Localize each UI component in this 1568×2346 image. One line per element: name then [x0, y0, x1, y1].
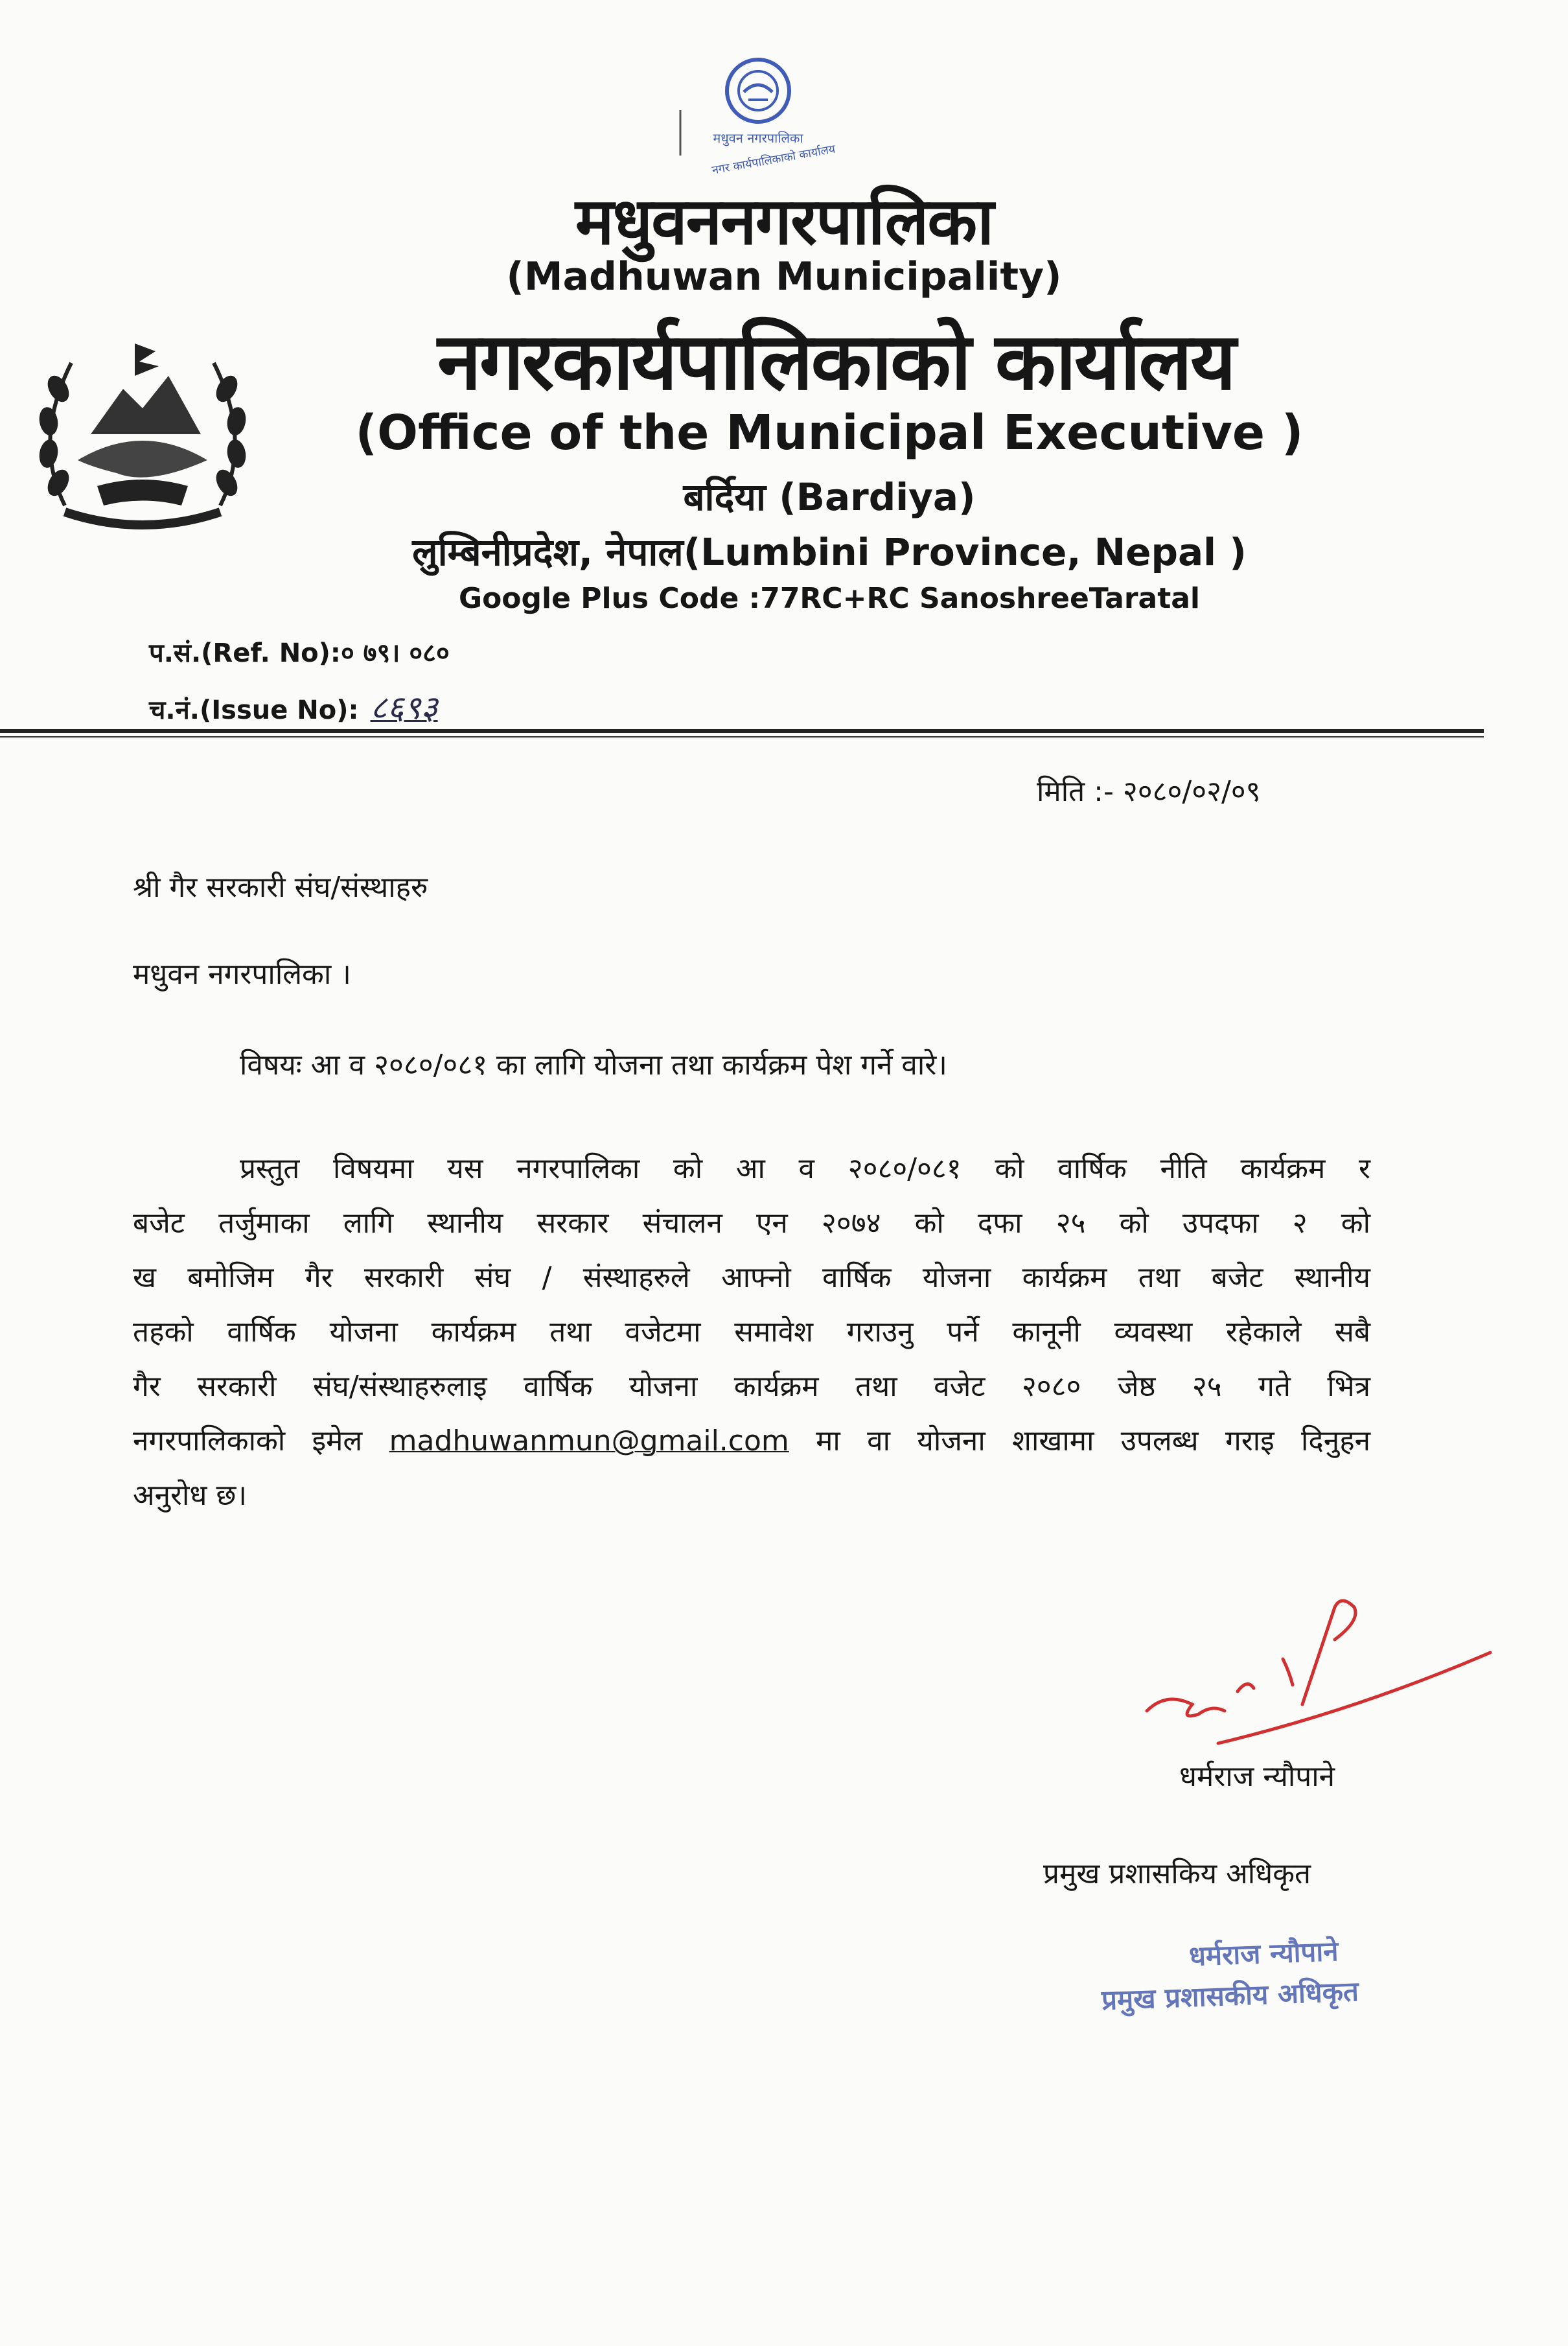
issue-label: च.नं.(Issue No):: [149, 695, 359, 725]
header-divider: [0, 729, 1484, 733]
stamp-signatory-title: प्रमुख प्रशासकीय अधिकृत: [1101, 1975, 1359, 2016]
office-name-en: (Office of the Municipal Executive ): [355, 405, 1304, 461]
letter-date: मिति :- २०८०/०२/०९: [1037, 775, 1261, 808]
addressee-line-2: मधुवन नगरपालिका ।: [133, 958, 351, 991]
reference-number: [149, 634, 450, 669]
district-name: बर्दिया (Bardiya): [683, 475, 976, 519]
body-line-6: [133, 1414, 1370, 1469]
stamp-signatory-name: धर्मराज न्यौपाने: [1188, 1934, 1339, 1973]
stamp-line-1: मधुवन नगरपालिका: [713, 130, 803, 146]
header-divider-thin: [0, 736, 1484, 737]
body-line-6-pre: नगरपालिकाको इमेल: [133, 1424, 363, 1458]
body-line-6-post: मा वा योजना शाखामा उपलब्ध गराइ दिनुहन: [816, 1424, 1370, 1458]
body-line-3: ख बमोजिम गैर सरकारी संघ / संस्थाहरुले आफ्नो वार्षिक योजना कार्यक्रम तथा बजेट स्थानीय: [133, 1261, 1370, 1294]
reference-label: प.सं.(Ref. No):: [149, 638, 341, 668]
signatory-name: धर्मराज न्यौपाने: [1179, 1760, 1335, 1793]
municipality-name-en: (Madhuwan Municipality): [506, 254, 1062, 299]
plus-code: Google Plus Code :77RC+RC SanoshreeTaratal: [458, 582, 1201, 615]
issue-number: [149, 684, 438, 728]
stamp-line-2: नगर कार्यपालिकाको कार्यालय: [711, 142, 836, 178]
handwritten-signature: [1127, 1581, 1516, 1750]
reference-value: ० ७९। ०८०: [340, 638, 450, 668]
letter-subject: विषयः आ व २०८०/०८१ का लागि योजना तथा कार्यक्रम पेश गर्ने वारे।: [240, 1049, 947, 1082]
letter-body: [133, 1142, 1370, 1523]
addressee-line-1: श्री गैर सरकारी संघ/संस्थाहरु: [133, 871, 428, 904]
body-line-1: प्रस्तुत विषयमा यस नगरपालिका को आ व २०८०/०८१ को वार्षिक नीति कार्यक्रम र: [240, 1152, 1370, 1185]
issue-value: ८६९३: [370, 689, 438, 726]
body-line-2: बजेट तर्जुमाका लागि स्थानीय सरकार संचालन एन २०७४ को दफा २५ को उपदफा २ को: [133, 1207, 1370, 1240]
office-name-np: नगरकार्यपालिकाको कार्यालय: [437, 316, 1234, 408]
body-line-5: गैर सरकारी संघ/संस्थाहरुलाइ वार्षिक योजना कार्यक्रम तथा वजेट २०८० जेष्ठ २५ गते भित्र: [133, 1370, 1370, 1403]
body-line-4: तहको वार्षिक योजना कार्यक्रम तथा वजेटमा समावेश गराउनु पर्ने कानूनी व्यवस्था रहेकाले सबै: [133, 1316, 1370, 1349]
signatory-title: प्रमुख प्रशासकिय अधिकृत: [1043, 1857, 1311, 1890]
municipality-name-np: मधुवननगरपालिका: [575, 183, 993, 259]
body-line-7: अनुरोध छ।: [133, 1479, 247, 1512]
email-link[interactable]: madhuwanmun@gmail.com: [389, 1424, 789, 1458]
province-name: लुम्बिनीप्रदेश, नेपाल(Lumbini Province, Nepal ): [412, 530, 1247, 574]
